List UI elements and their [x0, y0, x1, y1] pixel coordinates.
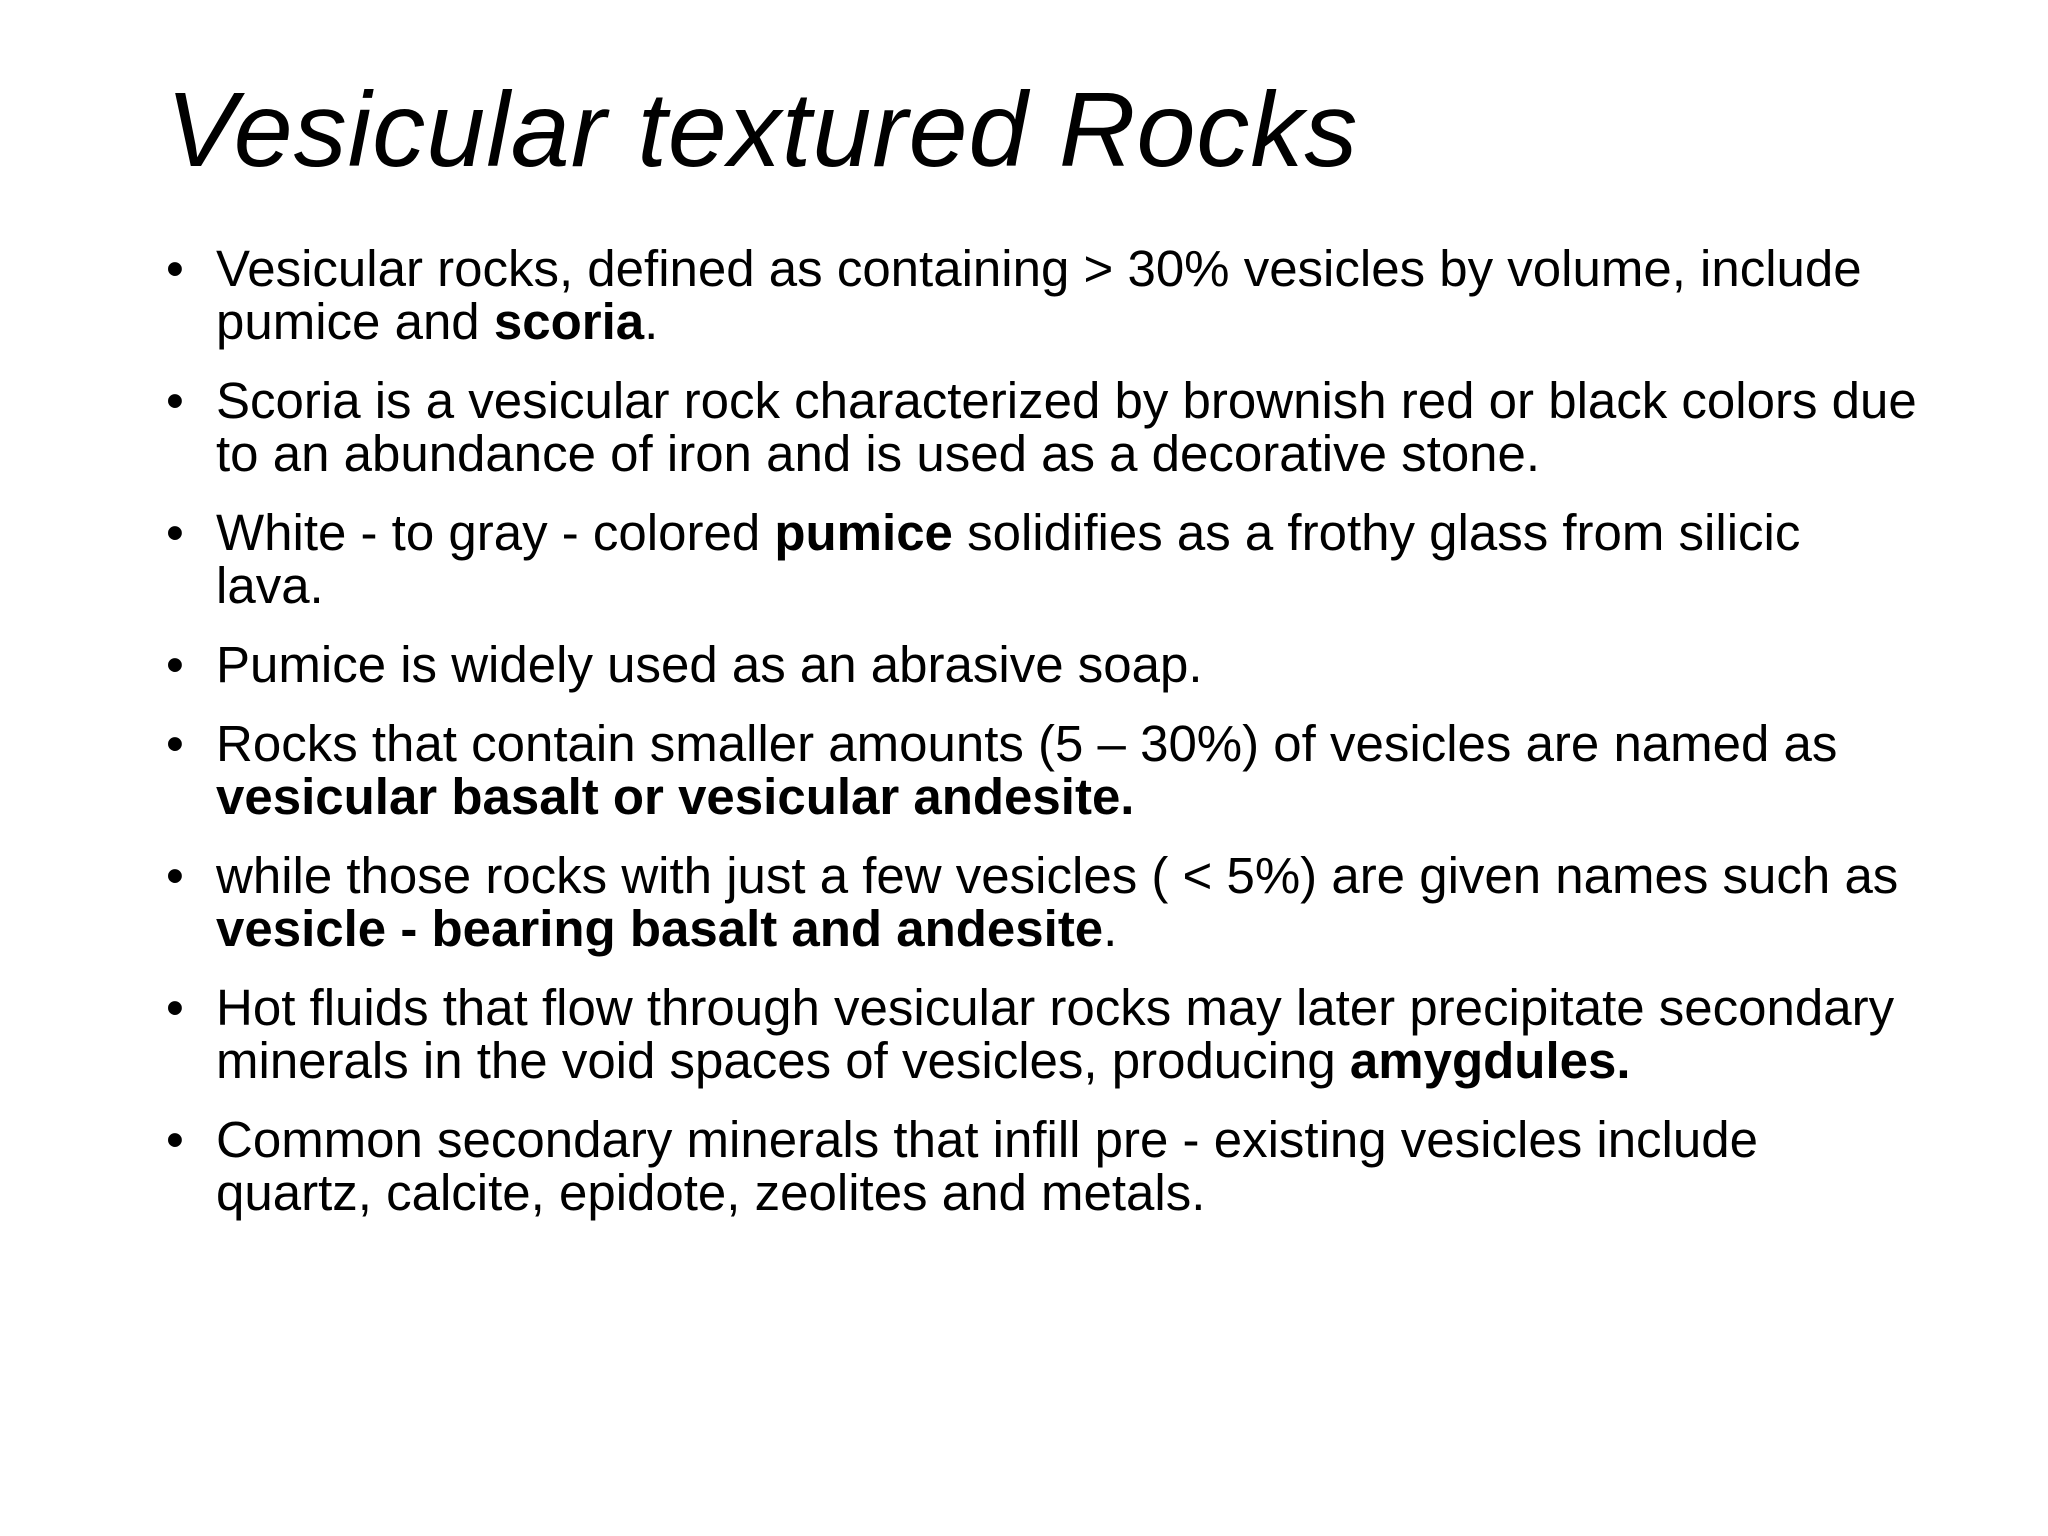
bullet-text-segment: .: [1103, 900, 1118, 957]
bullet-item: [160, 242, 1920, 348]
bullet-text-segment: Hot fluids that flow through vesicular rocks may later precipitate secondary minerals in the void spaces of vesicles, producing: [216, 979, 1895, 1089]
bullet-text-segment: Pumice is widely used as an abrasive soap.: [216, 636, 1203, 693]
bullet-text-segment: while those rocks with just a few vesicles ( < 5%) are given names such as: [216, 847, 1899, 904]
bullet-dot-icon: •: [166, 979, 184, 1036]
bullet-item: [160, 849, 1920, 955]
bullet-bold-term: amygdules.: [1349, 1032, 1631, 1089]
bullet-dot-icon: •: [166, 240, 184, 297]
bullet-text: [216, 1111, 1758, 1221]
bullet-dot-icon: •: [166, 504, 184, 561]
bullet-dot-icon: •: [166, 715, 184, 772]
bullet-text-segment: Vesicular rocks, defined as containing > 30% vesicles by volume, include pumice and: [216, 240, 1862, 350]
bullet-text: [216, 715, 1837, 825]
bullet-text-segment: .: [644, 293, 659, 350]
bullet-dot-icon: •: [166, 1111, 184, 1168]
bullet-text: [216, 636, 1203, 693]
bullet-text-segment: Rocks that contain smaller amounts (5 – 30%) of vesicles are named as: [216, 715, 1838, 772]
bullet-item: [160, 1113, 1920, 1219]
bullet-bold-term: vesicular basalt or vesicular andesite.: [216, 768, 1135, 825]
bullet-bold-term: vesicle - bearing basalt and andesite: [216, 900, 1104, 957]
bullet-item: [160, 638, 1920, 691]
bullet-text-segment: White - to gray - colored: [216, 504, 775, 561]
bullet-text-segment: Scoria is a vesicular rock characterized by brownish red or black colors due to an abundance of iron and is used as a decorative stone.: [216, 372, 1917, 482]
bullet-text-segment: solidifies as a frothy glass from silicic lava.: [216, 504, 1801, 614]
bullet-list: [160, 242, 1920, 1245]
bullet-item: [160, 981, 1920, 1087]
bullet-bold-term: scoria: [493, 293, 645, 350]
bullet-item: [160, 506, 1920, 612]
bullet-text: [216, 979, 1894, 1089]
bullet-text: [216, 504, 1800, 614]
slide-title: Vesicular textured Rocks: [166, 71, 1359, 189]
bullet-text-segment: Common secondary minerals that infill pre - existing vesicles include quartz, calcite, epidote, zeolites and metals.: [216, 1111, 1758, 1221]
bullet-dot-icon: •: [166, 372, 184, 429]
bullet-text: [216, 240, 1862, 350]
bullet-item: [160, 374, 1920, 480]
bullet-bold-term: pumice: [774, 504, 953, 561]
bullet-dot-icon: •: [166, 636, 184, 693]
bullet-dot-icon: •: [166, 847, 184, 904]
bullet-item: [160, 717, 1920, 823]
bullet-text: [216, 372, 1917, 482]
bullet-text: [216, 847, 1898, 957]
